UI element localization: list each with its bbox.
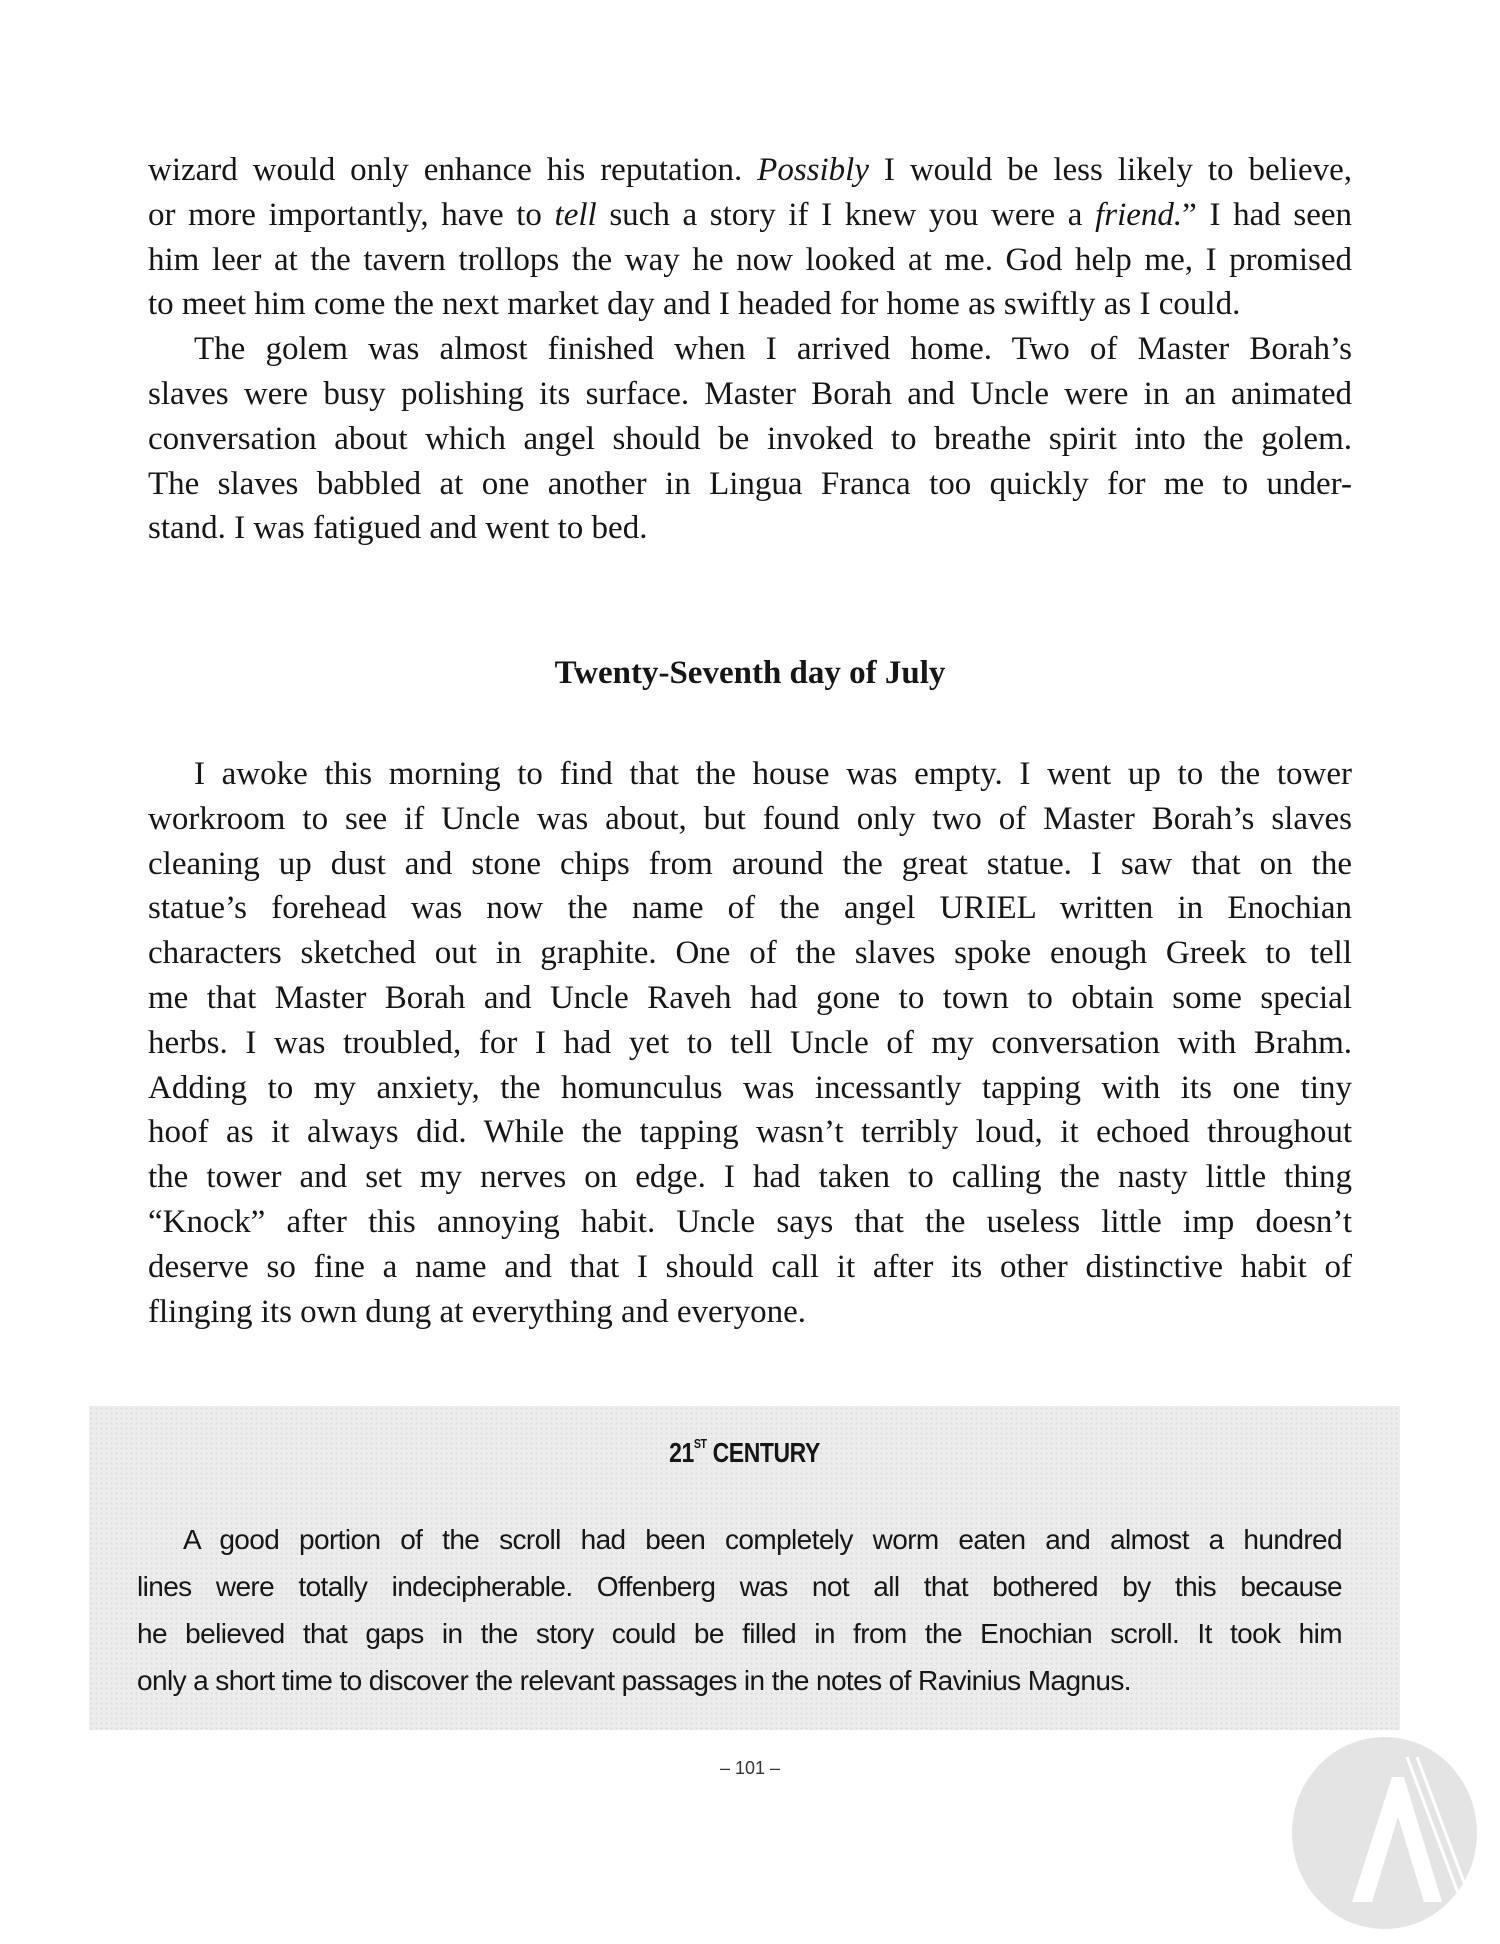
text-segment: stand. I was fatigued and went to bed. bbox=[148, 510, 648, 547]
text-line bbox=[148, 282, 1352, 327]
text-line bbox=[148, 372, 1352, 417]
text-line bbox=[148, 1066, 1352, 1111]
watermark-logo-icon bbox=[1292, 1737, 1477, 1929]
text-line bbox=[148, 842, 1352, 887]
text-segment: or more importantly, have to bbox=[148, 196, 555, 233]
text-line bbox=[148, 976, 1352, 1021]
text-line bbox=[137, 1657, 1342, 1704]
text-segment: conversation about which angel should be invoked to breathe spirit into the golem. bbox=[148, 420, 1352, 457]
text-segment: “Knock” after this annoying habit. Uncle says that the useless little imp doesn’t bbox=[148, 1203, 1352, 1240]
text-line bbox=[148, 1245, 1352, 1290]
text-line bbox=[137, 1610, 1342, 1657]
text-segment: deserve so fine a name and that I should call it after its other distinctive habit of bbox=[148, 1248, 1352, 1285]
text-line bbox=[148, 1290, 1352, 1335]
text-line bbox=[148, 462, 1352, 507]
text-segment: flinging its own dung at everything and everyone. bbox=[148, 1293, 807, 1330]
text-segment: lines were totally indecipherable. Offenberg was not all that bothered by this because bbox=[137, 1571, 1342, 1602]
box-heading-number: 21 bbox=[669, 1437, 694, 1468]
text-line bbox=[148, 506, 1352, 551]
text-segment: ” I had seen bbox=[1182, 196, 1353, 233]
text-line bbox=[148, 193, 1352, 238]
text-line bbox=[148, 1021, 1352, 1066]
text-segment: hoof as it always did. While the tapping wasn’t terribly loud, it echoed throughout bbox=[148, 1114, 1352, 1151]
text-segment: me that Master Borah and Uncle Raveh had gone to town to obtain some special bbox=[148, 979, 1352, 1016]
text-segment: The golem was almost finished when I arrived home. Two of Master Borah’s bbox=[194, 331, 1352, 368]
text-line bbox=[148, 886, 1352, 931]
text-line bbox=[148, 148, 1352, 193]
italic-text: tell bbox=[554, 196, 597, 233]
text-line bbox=[148, 931, 1352, 976]
text-segment: slaves were busy polishing its surface. Master Borah and Uncle were in an animated bbox=[148, 375, 1352, 412]
text-segment: I would be less likely to believe, bbox=[869, 152, 1352, 188]
text-line bbox=[148, 238, 1352, 283]
box-paragraph bbox=[137, 1516, 1342, 1704]
text-segment: herbs. I was troubled, for I had yet to tell Uncle of my conversation with Brahm. bbox=[148, 1024, 1352, 1061]
box-heading-word: CENTURY bbox=[712, 1437, 820, 1468]
text-segment: workroom to see if Uncle was about, but found only two of Master Borah’s slaves bbox=[148, 800, 1352, 837]
text-segment: statue’s forehead was now the name of the angel URIEL written in Enochian bbox=[148, 890, 1352, 927]
text-segment: to meet him come the next market day and I headed for home as swiftly as I could. bbox=[148, 286, 1241, 323]
text-segment: cleaning up dust and stone chips from around the great statue. I saw that on the bbox=[148, 845, 1352, 882]
text-segment: the tower and set my nerves on edge. I had taken to calling the nasty little thing bbox=[148, 1159, 1352, 1196]
text-line bbox=[148, 417, 1352, 462]
box-heading-superscript: ST bbox=[693, 1436, 707, 1451]
text-line bbox=[148, 1200, 1352, 1245]
page-number: – 101 – bbox=[719, 1758, 781, 1778]
text-segment: Adding to my anxiety, the homunculus was incessantly tapping with its one tiny bbox=[148, 1069, 1352, 1106]
text-segment: him leer at the tavern trollops the way he now looked at me. God help me, I promised bbox=[148, 241, 1352, 278]
paragraph-twenty-seventh-july bbox=[148, 752, 1352, 1334]
text-line bbox=[148, 1110, 1352, 1155]
text-segment: characters sketched out in graphite. One of the slaves spoke enough Greek to tell bbox=[148, 935, 1352, 972]
text-segment: A good portion of the scroll had been completely worm eaten and almost a hundred bbox=[183, 1524, 1342, 1555]
text-segment: I awoke this morning to find that the house was empty. I went up to the tower bbox=[194, 756, 1352, 792]
text-segment: such a story if I knew you were a bbox=[596, 196, 1096, 233]
text-line bbox=[137, 1563, 1342, 1610]
text-line bbox=[148, 797, 1352, 842]
text-line bbox=[137, 1516, 1342, 1563]
text-segment: he believed that gaps in the story could be filled in from the Enochian scroll. It took him bbox=[137, 1618, 1342, 1649]
paragraph-continued bbox=[148, 148, 1352, 551]
box-heading bbox=[207, 1436, 1282, 1469]
section-heading: Twenty-Seventh day of July bbox=[554, 655, 946, 691]
text-line bbox=[148, 327, 1352, 372]
text-segment: only a short time to discover the relevant passages in the notes of Ravinius Magnus. bbox=[137, 1665, 1131, 1696]
text-line bbox=[148, 1155, 1352, 1200]
sidebar-box-21st-century bbox=[89, 1406, 1400, 1730]
italic-text: friend. bbox=[1095, 196, 1183, 233]
text-segment: wizard would only enhance his reputation. bbox=[148, 152, 758, 188]
text-segment: The slaves babbled at one another in Lingua Franca too quickly for me to under- bbox=[148, 465, 1352, 502]
italic-text: Possibly bbox=[757, 152, 869, 188]
text-line bbox=[148, 752, 1352, 797]
